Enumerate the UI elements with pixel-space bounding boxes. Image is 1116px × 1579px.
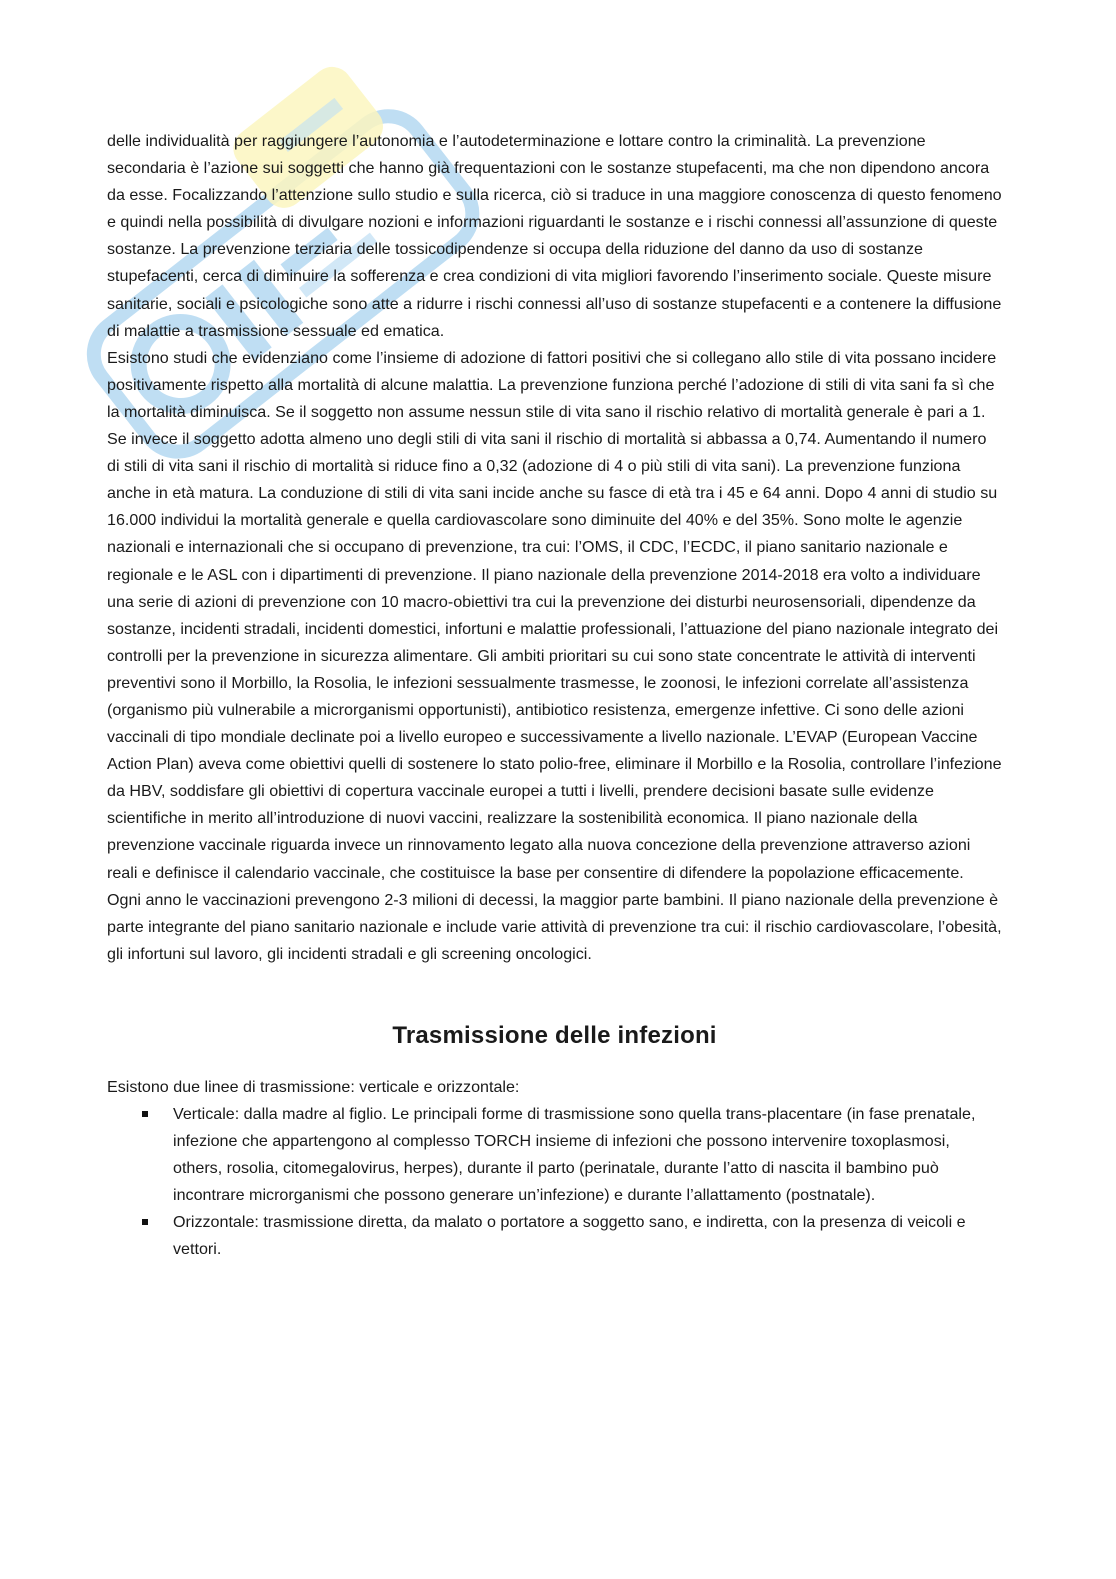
transmission-list	[107, 1101, 1002, 1264]
list-item-horizontal	[173, 1209, 1002, 1263]
square-bullet-icon	[142, 1219, 148, 1225]
square-bullet-icon	[142, 1111, 148, 1117]
section-heading: Trasmissione delle infezioni	[392, 1021, 717, 1049]
list-item-vertical	[173, 1101, 1002, 1209]
document-content	[107, 128, 1002, 1264]
list-item-text: Verticale: dalla madre al figlio. Le principali forme di trasmissione sono quella trans-placentare (in fase prenatale, infezione che appartengono al complesso TORCH insieme di infezioni che possono intervenire toxoplasmosi, others, rosolia, citomegalovirus, herpes), durante il parto (perinatale, durante l’atto di nascita il bambino può incontrare microrganismi che possono generare un’infezione) e durante l’allattamento (postnatale).	[173, 1105, 976, 1205]
paragraph-lifestyle-and-plans: Esistono studi che evidenziano come l’insieme di adozione di fattori positivi che si collegano allo stile di vita possano incidere positivamente rispetto alla mortalità di alcune malattia. La prevenzione funziona perché l’adozione di stili di vita sani fa sì che la mortalità diminuisca. Se il soggetto non assume nessun stile di vita sano il rischio relativo di mortalità generale è pari a 1. Se invece il soggetto adotta almeno uno degli stili di vita sani il rischio di mortalità si abbassa a 0,74. Aumentando il numero di stili di vita sani il rischio di mortalità si riduce fino a 0,32 (adozione di 4 o più stili di vita sani). La prevenzione funziona anche in età matura. La conduzione di stili di vita sani incide anche su fasce di età tra i 45 e 64 anni. Dopo 4 anni di studio su 16.000 individui la mortalità generale e quella cardiovascolare sono diminuite del 40% e del 35%. Sono molte le agenzie nazionali e internazionali che si occupano di prevenzione, tra cui: l’OMS, il CDC, l’ECDC, il piano sanitario nazionale e regionale e le ASL con i dipartimenti di prevenzione. Il piano nazionale della prevenzione 2014-2018 era volto a individuare una serie di azioni di prevenzione con 10 macro-obiettivi tra cui la prevenzione dei disturbi neurosensoriali, dipendenze da sostanze, incidenti stradali, incidenti domestici, infortuni e malattie professionali, l’attuazione del piano nazionale integrato dei controlli per la prevenzione in sicurezza alimentare. Gli ambiti prioritari su cui sono state concentrate le attività di interventi preventivi sono il Morbillo, la Rosolia, le infezioni sessualmente trasmesse, le zoonosi, le infezioni correlate all’assistenza (organismo più vulnerabile a microrganismi opportunisti), antibiotico resistenza, emergenze infettive. Ci sono delle azioni vaccinali di tipo mondiale declinate poi a livello europeo e successivamente a livello nazionale. L’EVAP (European Vaccine Action Plan) aveva come obiettivi quelli di sostenere lo stato polio-free, eliminare il Morbillo e la Rosolia, controllare l’infezione da HBV, soddisfare gli obiettivi di copertura vaccinale europei a tutti i livelli, prendere decisioni basate sulle evidenze scientifiche in merito all’introduzione di nuovi vaccini, realizzare la sostenibilità economica. Il piano nazionale della prevenzione vaccinale riguarda invece un rinnovamento legato alla nuova concezione della prevenzione attraverso azioni reali e definisce il calendario vaccinale, che costituisce la base per consentire di difendere la popolazione efficacemente. Ogni anno le vaccinazioni prevengono 2-3 milioni di decessi, la maggior parte bambini. Il piano nazionale della prevenzione è parte integrante del piano sanitario nazionale e include varie attività di prevenzione tra cui: il rischio cardiovascolare, l’obesità, gli infortuni sul lavoro, gli incidenti stradali e gli screening oncologici.	[107, 348, 1002, 963]
paragraph-prevention-levels: delle individualità per raggiungere l’autonomia e l’autodeterminazione e lottare contro la criminalità. La prevenzione secondaria è l’azione sui soggetti che hanno già frequentazioni con le sostanze stupefacenti, ma che non dipendono ancora da esse. Focalizzando l’attenzione sullo studio e sulla ricerca, ciò si traduce in una maggiore conoscenza di questo fenomeno e quindi nella possibilità di divulgare nozioni e informazioni riguardanti le sostanze e i rischi connessi all’assunzione di queste sostanze. La prevenzione terziaria delle tossicodipendenze si occupa della riduzione del danno da uso di sostanze stupefacenti, cerca di diminuire la sofferenza e crea condizioni di vita migliori favorendo l’inserimento sociale. Queste misure sanitarie, sociali e psicologiche sono atte a ridurre i rischi connessi all’uso di sostanze stupefacenti e a contenere la diffusione di malattie a trasmissione sessuale ed ematica.	[107, 132, 1002, 340]
section-intro: Esistono due linee di trasmissione: verticale e orizzontale:	[107, 1077, 520, 1096]
list-item-text: Orizzontale: trasmissione diretta, da malato o portatore a soggetto sano, e indiretta, con la presenza di veicoli e vettori.	[173, 1213, 966, 1259]
